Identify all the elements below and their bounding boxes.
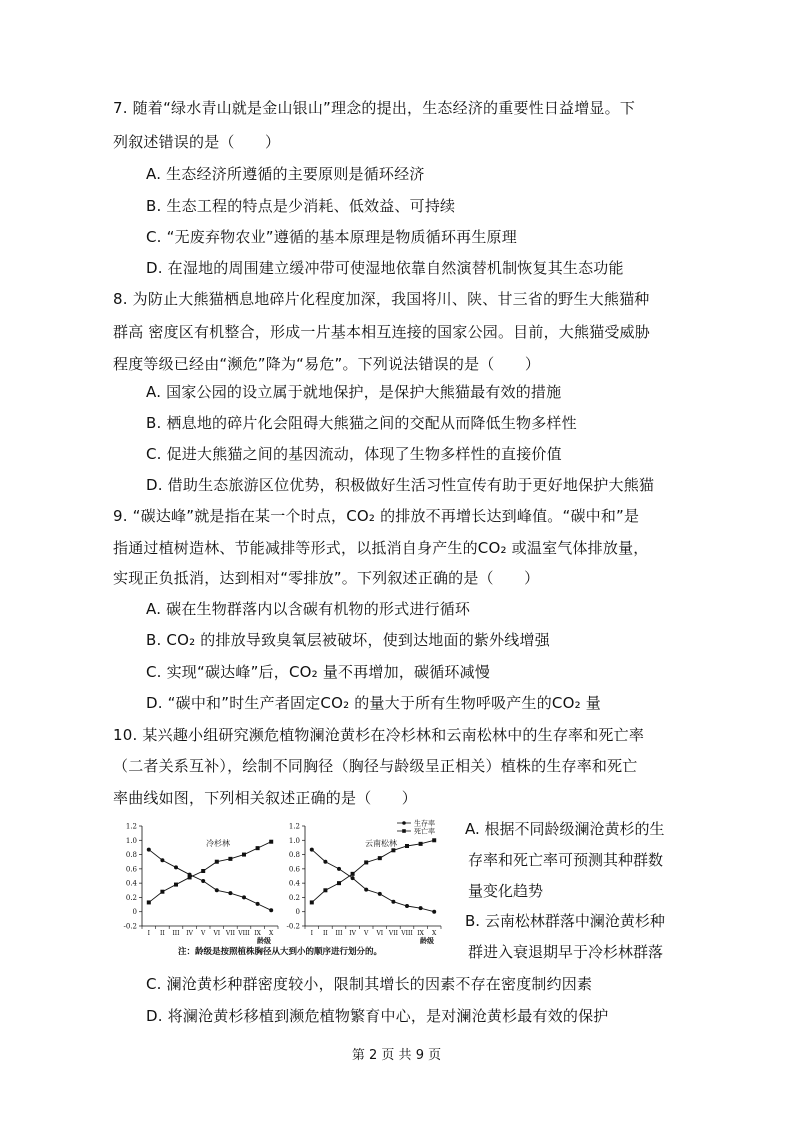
y-tick-label: -0.2 <box>286 922 300 931</box>
y-tick-label: 1.0 <box>288 836 300 845</box>
q7-option-c: C. “无废弃物农业”遵循的基本原理是物质循环再生原理 <box>146 228 517 246</box>
mortality-point <box>391 848 395 852</box>
q9-option-a: A. 碳在生物群落内以含碳有机物的形式进行循环 <box>146 600 471 618</box>
mortality-point <box>228 857 232 861</box>
y-tick-label: 0.2 <box>288 893 300 902</box>
q9-option-d: D. “碳中和”时生产者固定CO₂ 的量大于所有生物呼吸产生的CO₂ 量 <box>146 694 601 712</box>
series-line-mortality <box>149 842 271 903</box>
survival-point <box>364 888 368 892</box>
y-tick-label: -0.2 <box>123 922 137 931</box>
mortality-point <box>310 900 314 904</box>
q7-option-a: A. 生态经济所遵循的主要原则是循环经济 <box>146 165 425 183</box>
x-tick-label: V <box>364 930 369 937</box>
y-tick-label: 1.2 <box>288 822 300 831</box>
q8-option-c: C. 促进大熊猫之间的基因流动，体现了生物多样性的直接价值 <box>146 445 562 463</box>
q9-stem-line2: 指通过植树造林、节能减排等形式，以抵消自身产生的CO₂ 或温室气体排放量， <box>113 539 649 557</box>
q10-stem-line1: 10. 某兴趣小组研究濒危植物澜沧黄杉在冷杉林和云南松林中的生存率和死亡率 <box>113 726 645 744</box>
q10-stem-line3: 率曲线如图，下列相关叙述正确的是（ ） <box>113 789 418 807</box>
mortality-point <box>351 872 355 876</box>
chart-fir-forest-svg <box>120 818 285 948</box>
x-tick-label: VI <box>376 930 384 937</box>
x-tick-label: IX <box>254 930 261 937</box>
survival-point <box>378 892 382 896</box>
q10-option-b-line2: 群进入衰退期早于冷杉林群落 <box>468 943 664 961</box>
y-tick-label: 1.0 <box>125 836 137 845</box>
y-tick-label: 0 <box>295 908 300 917</box>
legend-marker-circle <box>402 821 406 825</box>
y-tick-label: 0.2 <box>125 893 137 902</box>
q8-stem-line2: 群高 密度区有机整合，形成一片基本相互连接的国家公园。目前，大熊猫受威胁 <box>113 323 650 341</box>
mortality-point <box>147 900 151 904</box>
x-tick-label: VIII <box>401 930 413 937</box>
q8-stem-line1: 8. 为防止大熊猫栖息地碎片化程度加深，我国将川、陕、甘三省的野生大熊猫种 <box>113 290 650 308</box>
mortality-point <box>378 856 382 860</box>
x-tick-label: IX <box>417 930 424 937</box>
survival-point <box>242 895 246 899</box>
survival-point <box>405 904 409 908</box>
survival-point <box>419 906 423 910</box>
q7-stem-line2: 列叙述错误的是（ ） <box>113 133 281 151</box>
x-tick-label: V <box>201 930 206 937</box>
series-line-survival <box>149 850 271 911</box>
survival-point <box>391 900 395 904</box>
q10-option-a-line3: 量变化趋势 <box>468 882 544 900</box>
survival-point <box>160 858 164 862</box>
x-tick-label: VII <box>388 930 398 937</box>
q10-option-c: C. 澜沧黄杉种群密度较小，限制其增长的因素不存在密度制约因素 <box>146 975 593 993</box>
mortality-point <box>419 842 423 846</box>
x-axis-label: 龄级 <box>420 936 434 945</box>
y-tick-label: 0.8 <box>288 851 300 860</box>
chart-pine-forest-svg <box>283 818 458 948</box>
q10-stem-line2: （二者关系互补），绘制不同胸径（胸径与龄级呈正相关）植株的生存率和死亡 <box>113 757 638 775</box>
x-tick-label: II <box>323 930 328 937</box>
chart-title: 云南松林 <box>365 839 397 848</box>
x-tick-label: VIII <box>238 930 250 937</box>
q7-stem-line1: 7. 随着“绿水青山就是金山银山”理念的提出，生态经济的重要性日益增显。下 <box>113 99 636 117</box>
survival-point <box>432 910 436 914</box>
x-axis-label: 龄级 <box>257 936 271 945</box>
legend-label: 死亡率 <box>414 827 435 836</box>
chart-note: 注：龄级是按照植株胸径从大到小的顺序进行划分的。 <box>178 947 383 957</box>
survival-point <box>174 865 178 869</box>
x-tick-label: III <box>335 930 343 937</box>
legend-marker-square <box>402 829 406 833</box>
x-tick-label: IV <box>349 930 356 937</box>
mortality-point <box>269 840 273 844</box>
q7-option-b: B. 生态工程的特点是少消耗、低效益、可持续 <box>146 197 456 215</box>
chart-fir-forest <box>120 818 285 948</box>
survival-point <box>228 891 232 895</box>
q8-option-a: A. 国家公园的设立属于就地保护，是保护大熊猫最有效的措施 <box>146 383 562 401</box>
mortality-point <box>174 883 178 887</box>
x-tick-label: X <box>269 930 274 937</box>
y-tick-label: 0.6 <box>125 865 137 874</box>
q8-option-d: D. 借助生态旅游区位优势，积极做好生活习性宣传有助于更好地保护大熊猫 <box>146 476 655 494</box>
mortality-point <box>201 869 205 873</box>
survival-point <box>323 860 327 864</box>
y-tick-label: 0.4 <box>125 879 137 888</box>
x-tick-label: VI <box>213 930 221 937</box>
survival-point <box>147 848 151 852</box>
legend-label: 生存率 <box>414 819 435 828</box>
q10-option-d: D. 将澜沧黄杉移植到濒危植物繁育中心，是对澜沧黄杉最有效的保护 <box>146 1007 609 1025</box>
series-line-survival <box>312 850 434 912</box>
q8-option-b: B. 栖息地的碎片化会阻碍大熊猫之间的交配从而降低生物多样性 <box>146 414 577 432</box>
survival-point <box>351 876 355 880</box>
mortality-point <box>188 875 192 879</box>
mortality-point <box>242 853 246 857</box>
mortality-point <box>364 860 368 864</box>
x-tick-label: X <box>432 930 437 937</box>
x-tick-label: I <box>147 930 150 937</box>
x-tick-label: IV <box>186 930 193 937</box>
q8-stem-line3: 程度等级已经由“濒危”降为“易危”。下列说法错误的是（ ） <box>113 355 541 373</box>
survival-point <box>256 902 260 906</box>
x-tick-label: III <box>172 930 180 937</box>
y-tick-label: 0 <box>132 908 137 917</box>
x-tick-label: VII <box>225 930 235 937</box>
q10-option-b-line1: B. 云南松林群落中澜沧黄杉种 <box>465 912 665 930</box>
x-tick-label: I <box>310 930 313 937</box>
q9-option-b: B. CO₂ 的排放导致臭氧层被破坏，使到达地面的紫外线增强 <box>146 631 550 649</box>
survival-point <box>269 908 273 912</box>
survival-point <box>201 879 205 883</box>
q9-option-c: C. 实现“碳达峰”后，CO₂ 量不再增加，碳循环减慢 <box>146 663 491 681</box>
survival-point <box>215 888 219 892</box>
x-tick-label: II <box>160 930 165 937</box>
mortality-point <box>256 846 260 850</box>
q10-option-a-line1: A. 根据不同龄级澜沧黄杉的生 <box>465 820 665 838</box>
page-footer: 第 2 页 共 9 页 <box>351 1048 442 1063</box>
q10-option-a-line2: 存率和死亡率可预测其种群数 <box>468 851 664 869</box>
y-tick-label: 0.6 <box>288 865 300 874</box>
mortality-point <box>160 890 164 894</box>
y-tick-label: 0.8 <box>125 851 137 860</box>
mortality-point <box>215 860 219 864</box>
y-tick-label: 1.2 <box>125 822 137 831</box>
mortality-point <box>405 844 409 848</box>
series-line-mortality <box>312 840 434 902</box>
survival-point <box>310 848 314 852</box>
mortality-point <box>337 881 341 885</box>
q9-stem-line3: 实现正负抵消，达到相对“零排放”。下列叙述正确的是（ ） <box>113 569 540 587</box>
mortality-point <box>432 838 436 842</box>
chart-pine-forest <box>283 818 458 948</box>
mortality-point <box>323 888 327 892</box>
q7-option-d: D. 在湿地的周围建立缓冲带可使湿地依靠自然演替机制恢复其生态功能 <box>146 259 624 277</box>
survival-point <box>337 867 341 871</box>
y-tick-label: 0.4 <box>288 879 300 888</box>
q9-stem-line1: 9. “碳达峰”就是指在某一个时点，CO₂ 的排放不再增长达到峰值。“碳中和”是 <box>113 507 640 525</box>
chart-title: 冷杉林 <box>206 839 230 848</box>
